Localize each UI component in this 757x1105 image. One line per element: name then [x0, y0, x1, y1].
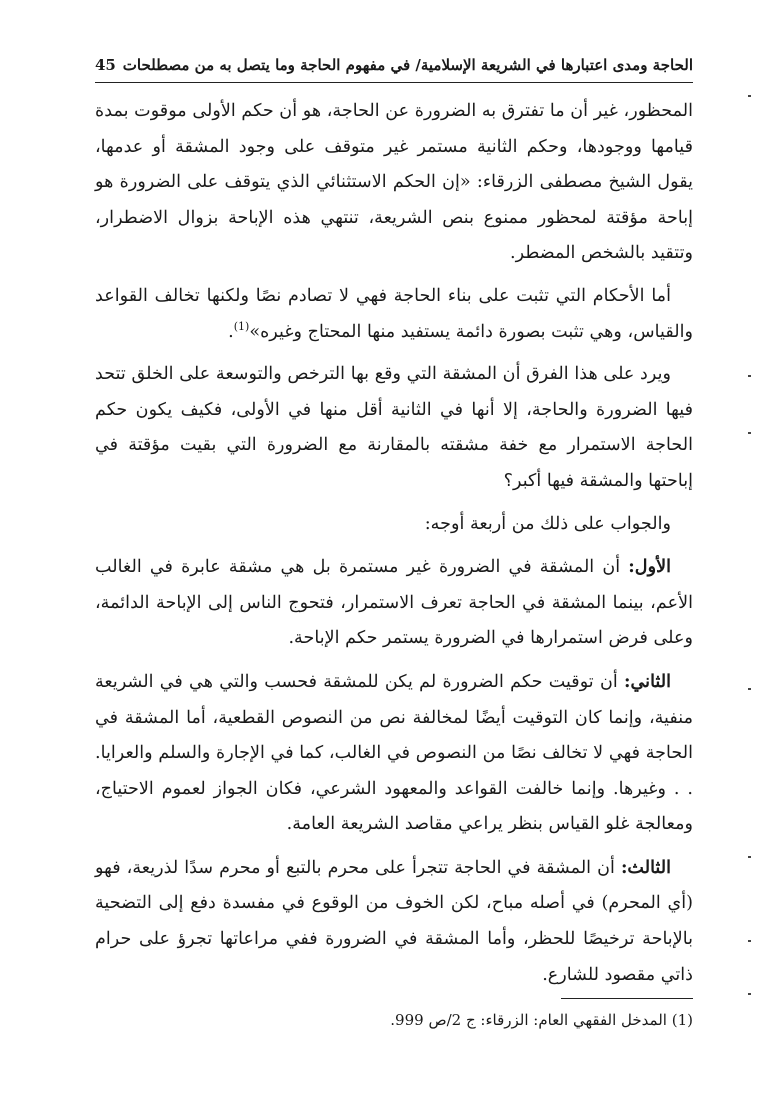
paragraph-2: أما الأحكام التي تثبت على بناء الحاجة فهي لا تصادم نصًا ولكنها تخالف القواعد والقياس، وهي تثبت بصورة دائمة يستفيد منها المحتاج وغيره»$^{(1)}$. — [95, 285, 693, 342]
paragraph-3: ويرد على هذا الفرق أن المشقة التي وقع بها الترخص والتوسعة على الخلق تتحد فيها الضرورة والحاجة، إلا أنها في الثانية أقل منها في الأولى، فكيف يكون حكم الحاجة الاستمرار مع خفة مشقته بالمقارنة مع الضرورة التي بقيت مؤقتة في إباحتها والمشقة فيها أكبر؟ — [95, 364, 693, 491]
footnote: (1) المدخل الفقهي العام: الزرقاء: ج 2/ص 999. — [390, 1011, 693, 1029]
header-rule — [95, 82, 693, 83]
footnote-ref: (1) — [233, 319, 250, 333]
margin-mark — [748, 375, 751, 377]
body-text — [95, 94, 693, 1000]
running-header — [95, 52, 693, 78]
footnote-rule — [561, 998, 693, 999]
margin-mark — [748, 95, 751, 97]
paragraph-first-aspect: الأول: أن المشقة في الضرورة غير مستمرة بل هي مشقة عابرة في الغالب الأعم، بينما المشقة في الحاجة تعرف الاستمرار، فتحوج الناس إلى الإباحة الدائمة، وعلى فرض استمرارها في الضرورة يستمر حكم الإباحة. — [95, 556, 693, 649]
margin-mark — [748, 856, 751, 858]
margin-mark — [748, 993, 751, 995]
page-number: 45 — [95, 56, 116, 74]
paragraph-lead: الأول: — [628, 556, 671, 578]
paragraph-lead: الثاني: — [624, 670, 671, 692]
paragraph-1: المحظور، غير أن ما تفترق به الضرورة عن الحاجة، هو أن حكم الأولى موقوت بمدة قيامها ووجودها، وحكم الثانية مستمر غير متوقف على وجود المشقة أو عدمها، يقول الشيخ مصطفى الزرقاء: «إن الحكم الاستثنائي الذي يتوقف على الضرورة هو إباحة مؤقتة لمحظور ممنوع بنص الشريعة، تنتهي هذه الإباحة بزوال الاضطرار، وتتقيد بالشخص المضطر. — [95, 101, 693, 264]
margin-mark — [748, 688, 751, 690]
paragraph-lead: الثالث: — [620, 856, 671, 878]
paragraph-second-aspect: الثاني: أن توقيت حكم الضرورة لم يكن للمشقة فحسب والتي هي في الشريعة منفية، وإنما كان التوقيت أيضًا لمخالفة نص من النصوص القطعية، أما المشقة في الحاجة فهي لا تخالف نصًا من النصوص في الغالب، كما في الإجارة والسلم والعرايا. . . وغيرها. وإنما خالفت القواعد والمعهود الشرعي، فكان الجواز لعموم الاحتياج، ومعالجة غلو القياس بنظر يراعي مقاصد الشريعة العامة. — [95, 670, 693, 835]
running-header-title: الحاجة ومدى اعتبارها في الشريعة الإسلامية/ في مفهوم الحاجة وما يتصل به من مصطلحات — [122, 56, 693, 74]
paragraph-4: والجواب على ذلك من أربعة أوجه: — [424, 513, 671, 534]
margin-mark — [748, 432, 751, 434]
margin-mark — [748, 940, 751, 942]
paragraph-third-aspect: الثالث: أن المشقة في الحاجة تتجرأ على محرم بالتبع أو محرم سدًا لذريعة، فهو (أي المحرم) في أصله مباح، لكن الخوف من الوقوع في مفسدة دفع إلى التضحية بالإباحة ترخيصًا للحظر، وأما المشقة في الضرورة ففي مراعاتها تجرؤ على حرام ذاتي مقصود للشارع. — [95, 856, 693, 985]
